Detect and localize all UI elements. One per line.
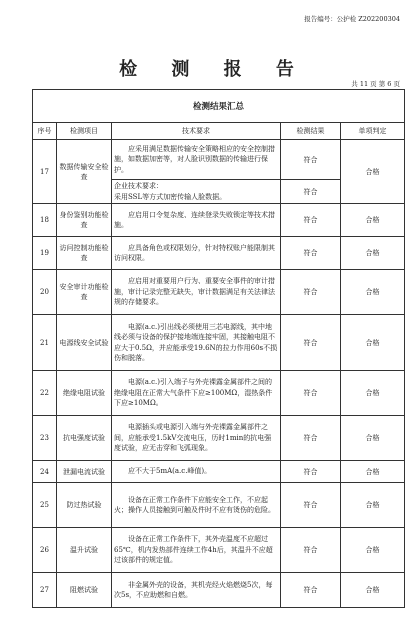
row-number: 17	[33, 140, 57, 204]
table-row	[33, 528, 405, 573]
technical-requirement: 电源插头或电源引入端与外壳裸露金属部件之间，应能承受1.5kV交流电压，历时1min的抗电强度试验，应无击穿和飞弧现象。	[112, 416, 281, 461]
verdict: 合格	[341, 416, 405, 461]
table-row	[33, 237, 405, 270]
table-row	[33, 461, 405, 483]
verdict: 合格	[341, 140, 405, 204]
test-result: 符合	[281, 528, 341, 573]
test-result: 符合	[281, 315, 341, 371]
technical-requirement: 电源(a.c.)引入端子与外壳裸露金属部件之间的绝缘电阻在正常大气条件下应≥100MΩ，湿热条件下应≥10MΩ。	[112, 371, 281, 416]
test-result: 符合	[281, 573, 341, 608]
test-item: 绝缘电阻试验	[57, 371, 112, 416]
technical-requirement: 非金属外壳的设备，其机壳经火焰燃烧5次，每次5s，不应助燃和自燃。	[112, 573, 281, 608]
column-header: 检测项目	[57, 123, 112, 140]
row-number: 19	[33, 237, 57, 270]
test-item: 温升试验	[57, 528, 112, 573]
column-header: 单项判定	[341, 123, 405, 140]
verdict: 合格	[341, 528, 405, 573]
test-item: 电源线安全试验	[57, 315, 112, 371]
verdict: 合格	[341, 237, 405, 270]
test-item: 防过热试验	[57, 483, 112, 528]
row-number: 22	[33, 371, 57, 416]
technical-requirement: 应采用满足数据传输安全策略相应的安全控制措施，如数据加密等，对人脸识别数据的传输进行保护。	[112, 140, 281, 180]
technical-requirement: 设备在正常工作条件下应能安全工作，不应起火；操作人员接触到可触及件时不应有烫伤的危险。	[112, 483, 281, 528]
table-caption: 检测结果汇总	[33, 90, 405, 123]
table-row	[33, 416, 405, 461]
row-number: 24	[33, 461, 57, 483]
row-number: 26	[33, 528, 57, 573]
results-summary-table	[32, 89, 405, 608]
table-row	[33, 371, 405, 416]
technical-requirement: 应启用口令复杂度、连续登录失败锁定等技术措施。	[112, 204, 281, 237]
row-number: 20	[33, 270, 57, 315]
row-number: 23	[33, 416, 57, 461]
row-number: 27	[33, 573, 57, 608]
verdict: 合格	[341, 371, 405, 416]
test-result: 符合	[281, 237, 341, 270]
row-number: 18	[33, 204, 57, 237]
table-header-row	[33, 123, 405, 140]
test-item: 阻燃试验	[57, 573, 112, 608]
verdict: 合格	[341, 573, 405, 608]
row-number: 25	[33, 483, 57, 528]
verdict: 合格	[341, 204, 405, 237]
verdict: 合格	[341, 483, 405, 528]
test-result: 符合	[281, 204, 341, 237]
test-result: 符合	[281, 371, 341, 416]
table-row	[33, 204, 405, 237]
test-item: 数据传输安全检查	[57, 140, 112, 204]
table-row	[33, 140, 405, 180]
technical-requirement: 应启用对重要用户行为、重要安全事件的审计措施，审计记录完整无缺失，审计数据满足有关法律法规的存储要求。	[112, 270, 281, 315]
test-item: 抗电强度试验	[57, 416, 112, 461]
verdict: 合格	[341, 315, 405, 371]
verdict: 合格	[341, 270, 405, 315]
table-row	[33, 483, 405, 528]
verdict: 合格	[341, 461, 405, 483]
test-result: 符合	[281, 483, 341, 528]
row-number: 21	[33, 315, 57, 371]
technical-requirement: 电源(a.c.)引出线必须使用三芯电源线，其中地线必须与设备的保护接地端连接牢固，其接触电阻不应大于0.5Ω，并应能承受19.6N的拉力作用60s不损伤和脱落。	[112, 315, 281, 371]
test-result: 符合	[281, 180, 341, 204]
test-item: 身份鉴别功能检查	[57, 204, 112, 237]
table-row	[33, 315, 405, 371]
technical-requirement: 设备在正常工作条件下，其外壳温度不应超过65℃，机内发热部件连续工作4h后，其温升不应超过该部件的规定值。	[112, 528, 281, 573]
test-result: 符合	[281, 270, 341, 315]
table-row	[33, 573, 405, 608]
report-title: 检 测 报 告	[119, 59, 308, 80]
test-result: 符合	[281, 140, 341, 180]
technical-requirement: 应不大于5mA(a.c.峰值)。	[112, 461, 281, 483]
table-row	[33, 270, 405, 315]
column-header: 技术要求	[112, 123, 281, 140]
test-result: 符合	[281, 416, 341, 461]
column-header: 序号	[33, 123, 57, 140]
report-number: 报告编号：公护检 Z202200304	[304, 15, 400, 23]
test-item: 访问控制功能检查	[57, 237, 112, 270]
test-item: 泄漏电流试验	[57, 461, 112, 483]
technical-requirement: 企业技术要求： 采用SSL等方式加密传输人脸数据。	[112, 180, 281, 204]
page-info: 共 11 页 第 6 页	[351, 80, 400, 88]
technical-requirement: 应具备角色或权限划分，针对特权账户能限制其访问权限。	[112, 237, 281, 270]
test-result: 符合	[281, 461, 341, 483]
test-item: 安全审计功能检查	[57, 270, 112, 315]
column-header: 检测结果	[281, 123, 341, 140]
